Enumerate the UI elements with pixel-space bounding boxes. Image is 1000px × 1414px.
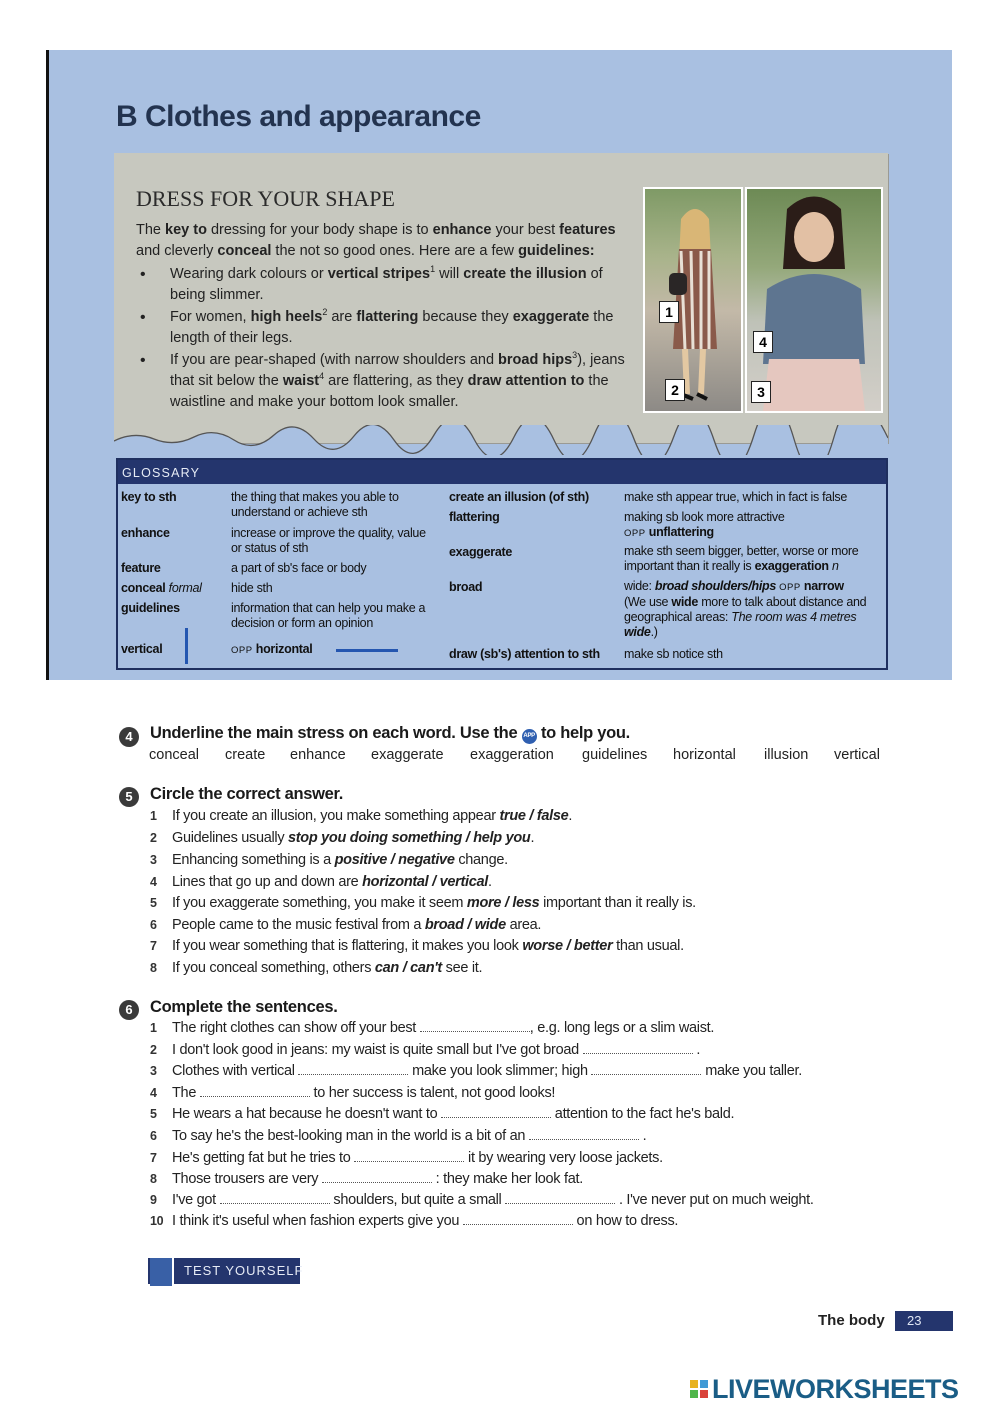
answer-blank[interactable] [583, 1042, 693, 1054]
glossary-term: draw (sb's) attention to sth [449, 647, 600, 661]
test-yourself-icon [150, 1258, 174, 1286]
answer-blank[interactable] [441, 1106, 551, 1118]
glossary-term: conceal formal [121, 581, 202, 595]
glossary-def: increase or improve the quality, value or status of sth [231, 526, 426, 555]
section-title: B Clothes and appearance [116, 100, 481, 133]
ex5-item: 2 Guidelines usually stop you doing something / help you. [150, 830, 535, 846]
glossary-term: broad [449, 580, 483, 594]
stress-word[interactable]: vertical [834, 747, 880, 763]
ex6-item: 2 I don't look good in jeans: my waist is quite small but I've got broad . [150, 1042, 701, 1058]
glossary-def: the thing that makes you able to understand or achieve sth [231, 490, 399, 519]
answer-blank[interactable] [529, 1128, 639, 1140]
answer-blank[interactable] [220, 1192, 330, 1204]
ex6-item: 3 Clothes with vertical make you look slimmer; high make you taller. [150, 1063, 802, 1079]
liveworksheets-wordmark: LIVEWORKSHEETS [712, 1374, 959, 1404]
torn-edge [114, 425, 888, 455]
glossary-term: feature [121, 561, 161, 575]
glossary-def: OPP horizontal [231, 642, 313, 656]
photo-woman-striped-dress [643, 187, 743, 413]
glossary-def: make sth appear true, which in fact is false [624, 490, 848, 504]
vertical-line-illustration [185, 628, 188, 664]
answer-choice[interactable]: true / false [499, 808, 569, 824]
ex6-item: 4 The to her success is talent, not good looks! [150, 1085, 556, 1101]
ex6-item: 6 To say he's the best-looking man in the world is a bit of an . [150, 1128, 647, 1144]
article-body [136, 220, 641, 413]
exercise-6-title: Complete the sentences. [150, 998, 338, 1016]
test-yourself-label: TEST YOURSELF [184, 1263, 304, 1278]
glossary-def: wide: broad shoulders/hips OPP narrow (We use wide more to talk about distance and geographical areas: The room was 4 metres wide.) [624, 579, 867, 639]
article-intro: The key to dressing for your body shape is to enhance your best features and cleverly conceal the not so good ones. Here are a few guidelines: [136, 222, 616, 259]
answer-blank[interactable] [200, 1085, 310, 1097]
answer-choice[interactable]: can / can't [374, 960, 442, 976]
ex6-item: 5 He wears a hat because he doesn't want to attention to the fact he's bald. [150, 1106, 735, 1122]
answer-blank[interactable] [298, 1063, 408, 1075]
stress-word[interactable]: enhance [290, 747, 346, 763]
glossary-def: making sb look more attractive OPP unflattering [624, 510, 785, 539]
stress-word[interactable]: create [225, 747, 266, 763]
glossary-term: create an illusion (of sth) [449, 490, 589, 504]
ex5-item: 8 If you conceal something, others can / can't see it. [150, 960, 483, 976]
answer-choice[interactable]: broad / wide [424, 917, 506, 933]
glossary-term: vertical [121, 642, 163, 656]
glossary-term: key to sth [121, 490, 177, 504]
answer-blank[interactable] [420, 1020, 530, 1032]
page-number: 23 [895, 1311, 953, 1331]
answer-choice[interactable]: more / less [466, 895, 540, 911]
glossary-def: hide sth [231, 581, 273, 595]
ex5-item: 3 Enhancing something is a positive / negative change. [150, 852, 508, 868]
ex5-item: 6 People came to the music festival from a broad / wide area. [150, 917, 542, 933]
answer-blank[interactable] [354, 1150, 464, 1162]
glossary-term: enhance [121, 526, 170, 540]
answer-blank[interactable] [322, 1171, 432, 1183]
article-bullet: • If you are pear-shaped (with narrow shoulders and broad hips$^3$), jeans that sit below the waist$^4$ are flattering, as they draw attention to the waistline and make your bottom look smaller. [136, 350, 641, 413]
ex6-item: 10 I think it's useful when fashion experts give you on how to dress. [150, 1213, 679, 1229]
stress-word[interactable]: illusion [764, 747, 809, 763]
horizontal-line-illustration [336, 649, 398, 652]
stress-word[interactable]: conceal [149, 747, 199, 763]
footer-unit-label: The body [818, 1312, 885, 1329]
ex6-item: 1 The right clothes can show off your best , e.g. long legs or a slim waist. [150, 1020, 715, 1036]
exercise-5-title: Circle the correct answer. [150, 785, 344, 803]
ex6-item: 8 Those trousers are very : they make her look fat. [150, 1171, 583, 1187]
exercise-number-6: 6 [119, 1000, 139, 1020]
exercise-4-title: Underline the main stress on each word. Use the APP to help you. [150, 724, 630, 742]
answer-blank[interactable] [463, 1213, 573, 1225]
liveworksheets-icon [690, 1380, 708, 1398]
stress-word[interactable]: guidelines [582, 747, 648, 763]
answer-blank[interactable] [591, 1063, 701, 1075]
answer-blank[interactable] [505, 1192, 615, 1204]
photo-label-2: 2 [665, 379, 685, 401]
article-bullet: • Wearing dark colours or vertical stripes$^1$ will create the illusion of being slimmer. [136, 264, 641, 306]
ex5-item: 1 If you create an illusion, you make something appear true / false. [150, 808, 573, 824]
stress-word[interactable]: exaggeration [470, 747, 554, 763]
app-icon[interactable]: APP [522, 729, 537, 744]
ex6-item: 9 I've got shoulders, but quite a small . I've never put on much weight. [150, 1192, 814, 1208]
photo-label-3: 3 [751, 381, 771, 403]
glossary-def: make sb notice sth [624, 647, 723, 661]
glossary-term: exaggerate [449, 545, 513, 559]
photo-label-4: 4 [753, 331, 773, 353]
answer-choice[interactable]: horizontal / vertical [362, 874, 488, 890]
glossary-def: information that can help you make a decision or form an opinion [231, 601, 426, 630]
stress-word[interactable]: horizontal [673, 747, 736, 763]
ex5-item: 5 If you exaggerate something, you make it seem more / less important than it really is. [150, 895, 696, 911]
article-title: DRESS FOR YOUR SHAPE [136, 186, 395, 211]
page-edge-rule [46, 50, 49, 680]
glossary-def: a part of sb's face or body [231, 561, 367, 575]
photo-woman-blue-sweater [745, 187, 883, 413]
glossary-term: guidelines [121, 601, 180, 615]
ex5-item: 4 Lines that go up and down are horizontal / vertical. [150, 874, 492, 890]
exercise-number-4: 4 [119, 727, 139, 747]
article-bullet: • For women, high heels$^2$ are flattering because they exaggerate the length of their legs. [136, 307, 641, 349]
answer-choice[interactable]: worse / better [522, 938, 613, 954]
ex6-item: 7 He's getting fat but he tries to it by wearing very loose jackets. [150, 1150, 663, 1166]
glossary-def: make sth seem bigger, better, worse or more important than it really is exaggeration n [624, 544, 859, 573]
exercise-number-5: 5 [119, 787, 139, 807]
answer-choice[interactable]: stop you doing something / help you [288, 830, 531, 846]
glossary-heading: GLOSSARY [118, 460, 886, 484]
photo-label-1: 1 [659, 301, 679, 323]
answer-choice[interactable]: positive / negative [334, 852, 455, 868]
stress-word[interactable]: exaggerate [371, 747, 444, 763]
ex5-item: 7 If you wear something that is flattering, it makes you look worse / better than usual. [150, 938, 684, 954]
glossary-term: flattering [449, 510, 500, 524]
